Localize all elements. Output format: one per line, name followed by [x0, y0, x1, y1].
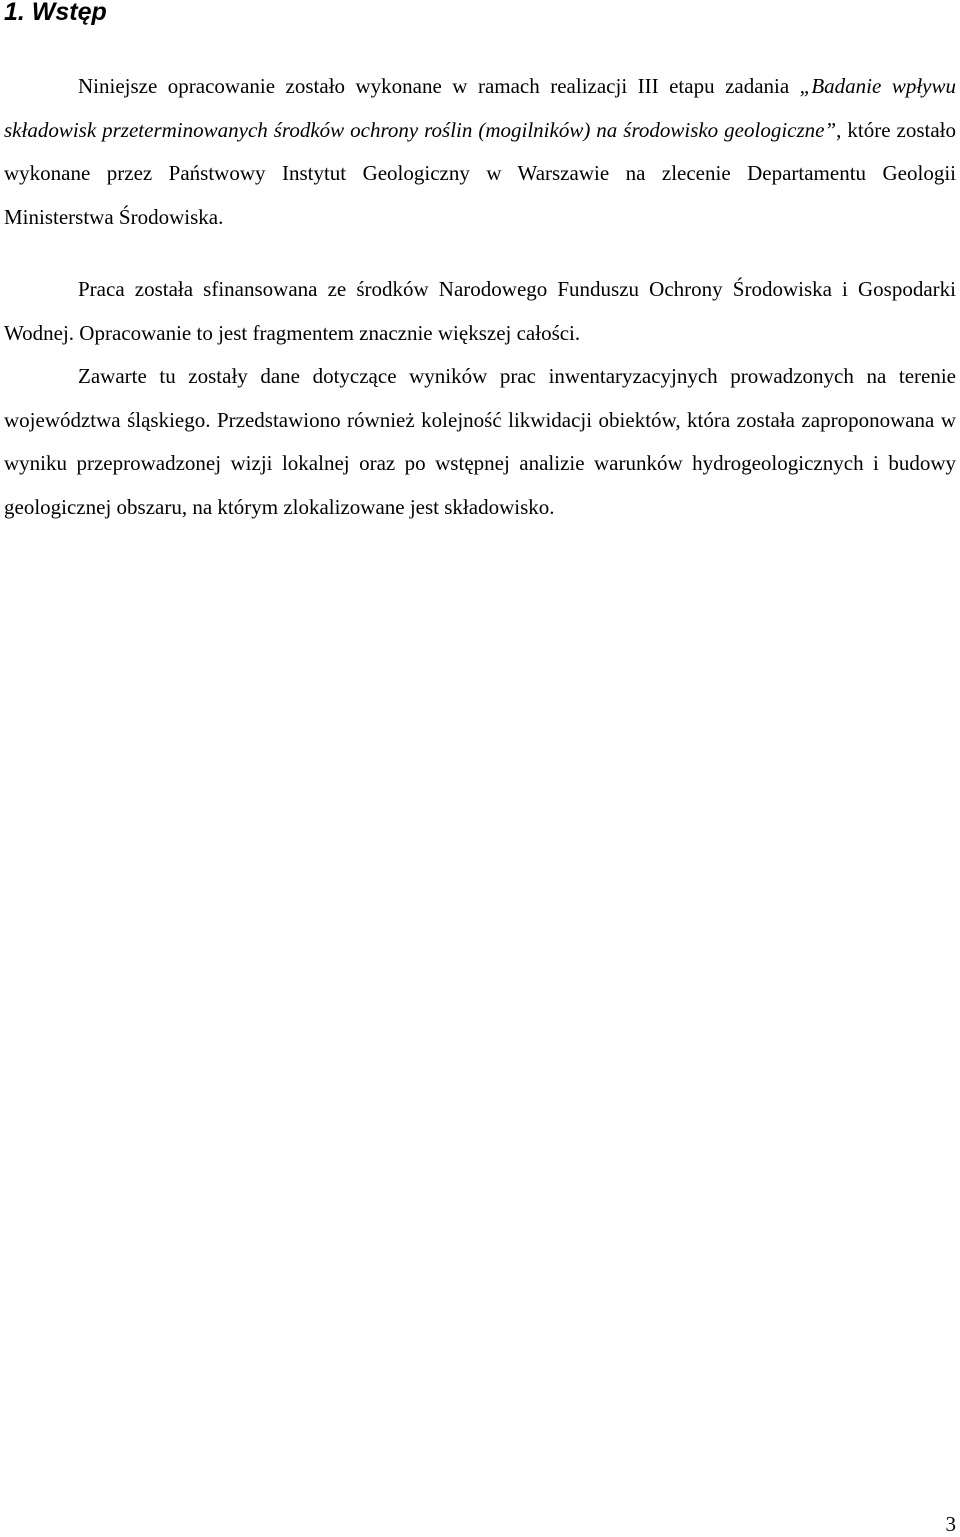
section-heading: 1. Wstęp	[4, 0, 107, 26]
paragraph-intro	[4, 65, 956, 239]
page-number: 3	[945, 1512, 956, 1536]
paragraph-funding: Praca została sfinansowana ze środków Narodowego Funduszu Ochrony Środowiska i Gospodarki Wodnej. Opracowanie to jest fragmentem znacznie większej całości.	[4, 277, 956, 345]
paragraph-intro-text-a: Niniejsze opracowanie zostało wykonane w ramach realizacji III etapu zadania	[78, 74, 800, 98]
paragraph-contents: Zawarte tu zostały dane dotyczące wyników prac inwentaryzacyjnych prowadzonych na terenie województwa śląskiego. Przedstawiono również kolejność likwidacji obiektów, która została zaproponowana w wyniku przeprowadzonej wizji lokalnej oraz po wstępnej analizie warunków hydrogeologicznych i budowy geologicznej obszaru, na którym zlokalizowane jest składowisko.	[4, 364, 956, 519]
paragraph-intro-task-title: „Badanie wpływu składowisk przeterminowanych środków ochrony roślin (mogilników) na środowisko geologiczne”	[4, 74, 956, 142]
paragraph-intro-text-b: , które zostało wykonane przez Państwowy Instytut Geologiczny w Warszawie na zlecenie Departamentu Geologii Ministerstwa Środowiska.	[4, 117, 956, 229]
